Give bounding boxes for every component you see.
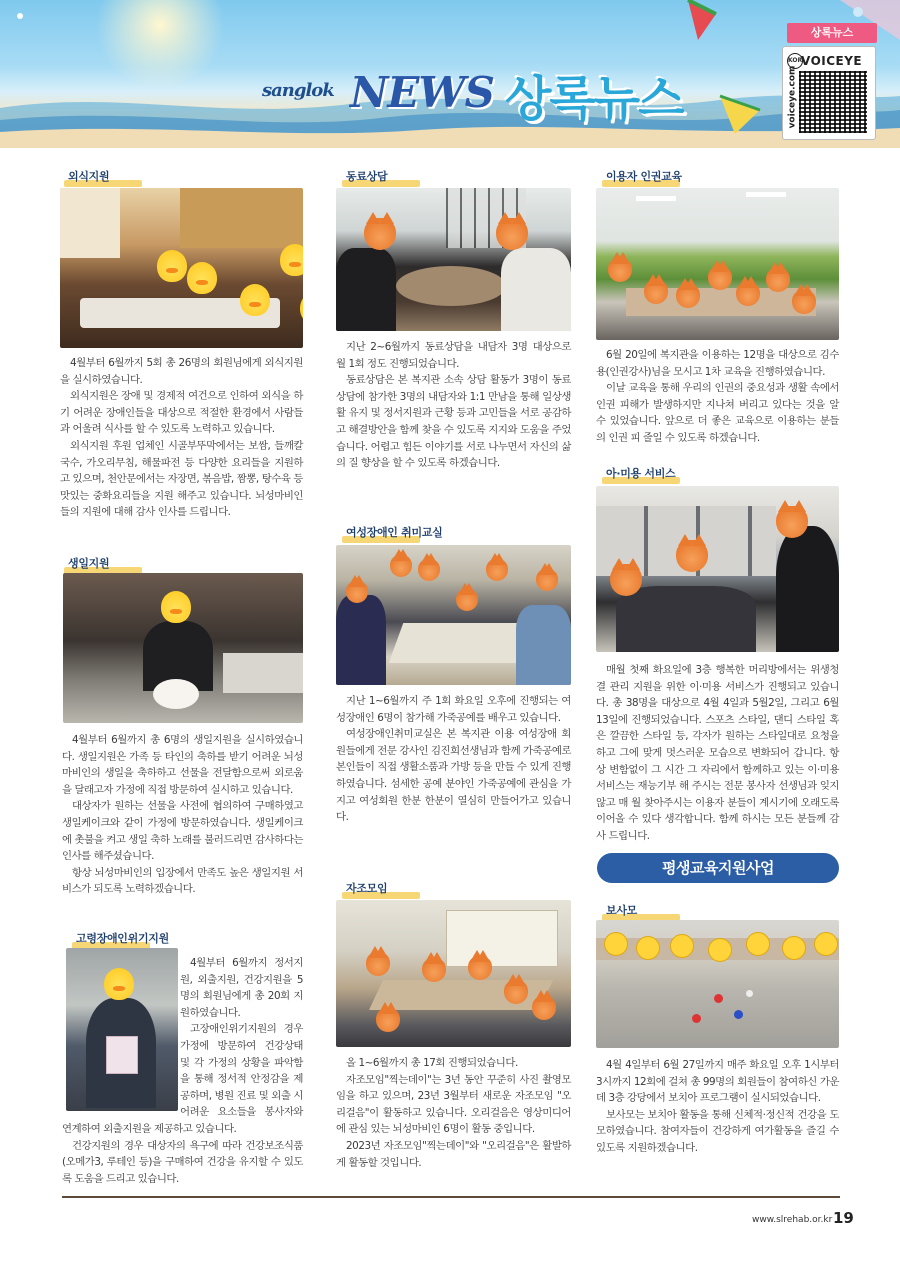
face-cover: [240, 284, 270, 316]
face-cover: [468, 956, 492, 980]
face-cover: [346, 581, 368, 603]
face-cover: [366, 952, 390, 976]
text-rights: [596, 347, 839, 447]
face-cover: [486, 559, 508, 581]
brand-sanglok: sanglok: [262, 80, 334, 101]
paragraph: 4월 4일부터 6월 27일까지 매주 화요일 오후 1시부터 3시까지 12회에 걸쳐 총 99명의 회원들이 참여하신 가운데 3층 강당에서 보치아 프로그램이 실시되었습니다.: [596, 1059, 839, 1105]
face-cover: [161, 591, 191, 623]
face-cover: [670, 934, 694, 958]
photo-rights: [596, 188, 839, 340]
face-cover: [708, 266, 732, 290]
paragraph: 지난 1~6월까지 주 1회 화요일 오후에 진행되는 여성장애인 6명이 참가해 가죽공예를 배우고 있습니다.: [336, 695, 571, 724]
face-cover: [280, 244, 303, 276]
paragraph: 항상 뇌성마비인의 입장에서 만족도 높은 생일지원 서비스가 되도록 노력하겠습니다.: [62, 866, 303, 896]
paragraph: 올 1~6월까지 총 17회 진행되었습니다.: [346, 1057, 518, 1069]
paragraph: 이날 교육을 통해 우리의 인권의 중요성과 생활 속에서 인권 피해가 발생하지만 지나쳐 버리고 있다는 것을 알 수 있었습니다. 앞으로 더 좋은 교육으로 이용하는 분들의 인권 피 줄일 수 있도록 하겠습니다.: [596, 382, 839, 444]
face-cover: [376, 1008, 400, 1032]
paragraph: 4월부터 6월까지 정서지원, 외출지원, 건강지원을 5명의 회원님에게 총 20회 지원하였습니다.: [180, 957, 303, 1019]
text-beauty: [596, 662, 839, 845]
face-cover: [536, 569, 558, 591]
face-cover: [814, 932, 838, 956]
face-cover: [390, 555, 412, 577]
footer-url[interactable]: www.slrehab.or.kr: [752, 1215, 833, 1225]
face-cover: [608, 258, 632, 282]
text-women: [336, 693, 571, 826]
paragraph: 4월부터 6월까지 5회 총 26명의 회원님에게 외식지원을 실시하였습니다.: [60, 357, 303, 386]
voiceye-side-label: voiceye.com: [787, 65, 798, 129]
page-number: 19: [833, 1209, 854, 1227]
face-cover: [736, 282, 760, 306]
face-cover: [157, 250, 187, 282]
photo-boccia: [596, 920, 839, 1048]
photo-women: [336, 545, 571, 685]
voiceye-pattern: [799, 71, 867, 133]
paragraph: 여성장애인취미교실은 본 복지관 이용 여성장애 회원들에게 전문 강사인 김진희선생님과 함께 가죽공예로 본인들이 직접 생활소품과 가방 등을 만들 수 있게 진행하였습니다. 섬세한 공예 분야인 가죽공예에 관심을 가지고 여성회원 한분 한분이 열심히 만들어가고 있습니다.: [336, 728, 571, 824]
face-cover: [746, 932, 770, 956]
face-cover: [364, 218, 396, 250]
footer-rule: [62, 1196, 840, 1198]
paragraph: 매월 첫째 화요일에 3층 행복한 머리방에서는 위생청결 관리 지원을 위한 이·미용 서비스가 진행되고 있습니다. 총 38명을 대상으로 4월 4일과 5월2일, 그리고 6월 13일에 진행되었습니다. 스포츠 스타일, 댄디 스타일 혹은 깔끔한 스타일 등, 각자가 원하는 스타일대로 요청을 하고 그에 맞게 멋스러운 모습으로 변화되어 갑니다. 항상 변함없이 그 시간 그 자리에서 함께하고 있는 이·미용 서비스는 재능기부 해 주시는 전문 봉사자 선생님과 잊지 않고 매 월 찾아주시는 이용자 분들이 계시기에 오래도록 이어올 수 있다 생각합니다. 함께 하시는 모든 분들께 감사 드립니다.: [596, 664, 839, 842]
photo-counsel: [336, 188, 571, 331]
brand-korean-title: 상록뉴스: [505, 71, 683, 127]
photo-photo-club: [336, 900, 571, 1047]
heading-boccia: 보사모: [606, 904, 637, 917]
face-cover: [496, 218, 528, 250]
text-outing: [60, 355, 303, 521]
face-cover: [456, 589, 478, 611]
face-cover: [776, 506, 808, 538]
face-cover: [604, 932, 628, 956]
paragraph: 건강지원의 경우 대상자의 욕구에 따라 건강보조식품(오메가3, 루테인 등)을 구매하여 건강을 유지할 수 있도록 도움을 드리고 있습니다.: [62, 1139, 303, 1185]
lifelong-education-banner: 평생교육지원사업: [597, 853, 839, 883]
heading-photo-club: 자조모임: [346, 882, 388, 895]
text-elderly: [62, 955, 303, 1187]
brand-news: NEWS: [350, 68, 494, 117]
paragraph: 고장애인위기지원의 경우 가정에 방문하여 건강상태 및 각 가정의 상황을 파악함을 통해 정서적 안정감을 제공하며, 병원 진료 및 외출 시 어려운 요소들을 봉사자와 연계하여 외출지원을 제공하고 있습니다.: [62, 1023, 303, 1135]
heading-rights: 이용자 인권교육: [606, 170, 682, 183]
face-cover: [766, 268, 790, 292]
paragraph: 자조모임"찍는데이"는 3년 동안 꾸준히 사진 촬영모임을 하고 있으며, 23년 3월부터 새로운 자조모임 "오리걸음"이 활동하고 있습니다. 오리걸음은 영상미디어에 관심 있는 뇌성마비인 6명이 활동 중입니다.: [336, 1073, 571, 1136]
heading-counsel: 동료상담: [346, 170, 388, 183]
voiceye-code: [782, 46, 876, 140]
face-cover: [676, 540, 708, 572]
kor-badge: KOR: [787, 53, 803, 69]
paragraph: 2023년 자조모임"찍는데이"와 "오리걸음"은 활발하게 활동할 것입니다.: [336, 1139, 571, 1169]
face-cover: [418, 559, 440, 581]
paragraph: 지난 2~6월까지 동료상담을 내담자 3명 대상으로 월 1회 정도 진행되었습니다.: [336, 341, 571, 370]
text-wrap-spacer: [62, 955, 180, 1109]
heading-elderly: 고령장애인위기지원: [76, 932, 169, 945]
photo-outing: [60, 188, 303, 348]
face-cover: [644, 280, 668, 304]
face-cover: [792, 290, 816, 314]
paragraph: 동료상담은 본 복지관 소속 상담 활동가 3명이 동료상담에 참가한 3명의 내담자와 1:1 만남을 통해 일상생활 유지 및 정서지원과 근황 등과 고민들을 서로 공감하고 해결방안을 함께 찾을 수 있도록 지지와 도움을 주었습니다. 어렵고 힘든 이야기를 서로 나누면서 자신의 삶의 질 향상을 할 수 있도록 하겠습니다.: [336, 374, 571, 470]
paragraph: 외식지원은 장애 및 경제적 여건으로 인하여 외식을 하기 어려운 장애인들을 대상으로 적절한 환경에서 사람들과 어울려 식사를 할 수 있도록 노력하고 있습니다.: [60, 390, 303, 436]
face-cover: [187, 262, 217, 294]
face-cover: [422, 958, 446, 982]
section-tag: 상록뉴스: [787, 23, 877, 43]
paragraph: 6월 20일에 복지관을 이용하는 12명을 대상으로 김수용(인권강사)님을 모시고 1차 교육을 진행하였습니다.: [596, 349, 839, 378]
paragraph: 보사모는 보치아 활동을 통해 신체적·정신적 건강을 도모하였습니다. 참여자들이 건강하게 여가활동을 즐길 수 있도록 지원하겠습니다.: [596, 1108, 839, 1154]
heading-outing: 외식지원: [68, 170, 110, 183]
text-boccia: [596, 1057, 839, 1157]
text-photo-club: [336, 1055, 571, 1171]
photo-birthday: [63, 573, 303, 723]
photo-beauty: [596, 486, 839, 652]
paragraph: 대상자가 원하는 선물을 사전에 협의하여 구매하였고 생일케이크와 같이 가정에 방문하였습니다. 생일케이크에 촛불을 켜고 생일 축하 노래를 불러드리면 감사하다는 인사를 해주셨습니다.: [62, 800, 303, 863]
heading-beauty: 아·미용 서비스: [606, 467, 676, 480]
header-banner: [0, 0, 900, 148]
face-cover: [300, 292, 303, 324]
heading-birthday: 생일지원: [68, 557, 110, 570]
paragraph: 4월부터 6월까지 총 6명의 생일지원을 실시하였습니다. 생일지원은 가족 등 타인의 축하를 받기 어려운 뇌성마비인의 생일을 축하하고 선물을 전달함으로써 외로움을 달래고자 가정에 직접 방문하여 실시하고 있습니다.: [62, 734, 303, 796]
text-birthday: [62, 732, 303, 898]
voiceye-label: VOICEYE: [801, 54, 863, 68]
heading-women: 여성장애인 취미교실: [346, 526, 443, 539]
face-cover: [532, 996, 556, 1020]
face-cover: [676, 284, 700, 308]
paragraph: 외식지원 후원 업체인 시골부뚜막에서는 보쌈, 들깨칼국수, 가오리무침, 해물파전 등 다양한 요리들을 지원하고 있으며, 천안문에서는 자장면, 볶음밥, 짬뽕, 탕수육 등 맛있는 중화요리들을 지원 해주고 있습니다. 뇌성마비인들의 지원에 대해 감사 인사를 드립니다.: [60, 439, 303, 519]
face-cover: [782, 936, 806, 960]
face-cover: [610, 564, 642, 596]
face-cover: [708, 938, 732, 962]
face-cover: [636, 936, 660, 960]
text-counsel: [336, 339, 571, 472]
face-cover: [504, 980, 528, 1004]
